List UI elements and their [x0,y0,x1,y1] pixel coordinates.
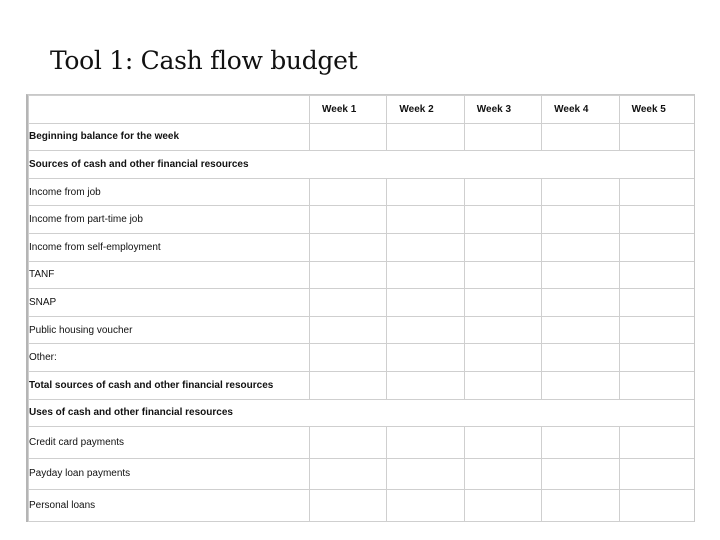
week-3-entry-cell[interactable] [464,344,541,372]
table-header-row [29,96,696,124]
row-label-cell: Total sources of cash and other financial resources [29,371,310,399]
week-3-entry-cell[interactable] [464,206,541,234]
table-row [29,151,696,179]
week-5-entry-cell[interactable] [619,206,695,234]
week-2-entry-cell[interactable] [387,316,464,344]
table-body [29,123,696,521]
table-row [29,490,696,522]
table-row [29,427,696,459]
row-label-cell: Income from part-time job [29,206,310,234]
week-1-entry-cell[interactable] [310,178,387,206]
week-2-entry-cell[interactable] [387,490,464,522]
row-label-cell: Beginning balance for the week [29,123,310,151]
row-label-cell: SNAP [29,289,310,317]
week-4-entry-cell[interactable] [542,123,619,151]
row-label-cell: Income from self-employment [29,233,310,261]
week-4-entry-cell[interactable] [542,289,619,317]
cash-flow-table-container [26,94,695,522]
week-4-entry-cell[interactable] [542,261,619,289]
week-4-entry-cell[interactable] [542,371,619,399]
week-5-entry-cell[interactable] [619,289,695,317]
week-5-entry-cell[interactable] [619,371,695,399]
week-4-entry-cell[interactable] [542,427,619,459]
week-2-entry-cell[interactable] [387,178,464,206]
table-row [29,233,696,261]
week-3-entry-cell[interactable] [464,316,541,344]
week-4-entry-cell[interactable] [542,490,619,522]
table-row [29,123,696,151]
header-week-3: Week 3 [464,96,541,124]
table-row [29,371,696,399]
week-1-entry-cell[interactable] [310,344,387,372]
week-1-entry-cell[interactable] [310,371,387,399]
cash-flow-budget-table [28,95,695,522]
row-label-cell: Personal loans [29,490,310,522]
row-label-cell: Income from job [29,178,310,206]
week-1-entry-cell[interactable] [310,458,387,490]
week-3-entry-cell[interactable] [464,123,541,151]
week-3-entry-cell[interactable] [464,261,541,289]
week-1-entry-cell[interactable] [310,490,387,522]
week-5-entry-cell[interactable] [619,261,695,289]
table-row [29,458,696,490]
week-3-entry-cell[interactable] [464,427,541,459]
week-2-entry-cell[interactable] [387,344,464,372]
week-3-entry-cell[interactable] [464,458,541,490]
row-label-cell: Payday loan payments [29,458,310,490]
week-1-entry-cell[interactable] [310,233,387,261]
week-5-entry-cell[interactable] [619,490,695,522]
week-1-entry-cell[interactable] [310,123,387,151]
week-5-entry-cell[interactable] [619,427,695,459]
week-2-entry-cell[interactable] [387,458,464,490]
week-5-entry-cell[interactable] [619,233,695,261]
week-2-entry-cell[interactable] [387,206,464,234]
section-header-cell: Uses of cash and other financial resources [29,399,696,427]
week-2-entry-cell[interactable] [387,233,464,261]
week-1-entry-cell[interactable] [310,289,387,317]
header-week-1: Week 1 [310,96,387,124]
table-row [29,399,696,427]
table-row [29,178,696,206]
table-row [29,206,696,234]
week-5-entry-cell[interactable] [619,458,695,490]
header-week-4: Week 4 [542,96,619,124]
row-label-cell: TANF [29,261,310,289]
week-5-entry-cell[interactable] [619,316,695,344]
week-2-entry-cell[interactable] [387,427,464,459]
week-4-entry-cell[interactable] [542,178,619,206]
week-1-entry-cell[interactable] [310,261,387,289]
week-3-entry-cell[interactable] [464,490,541,522]
table-row [29,316,696,344]
week-4-entry-cell[interactable] [542,206,619,234]
row-label-cell: Public housing voucher [29,316,310,344]
week-1-entry-cell[interactable] [310,316,387,344]
table-row [29,289,696,317]
table-row [29,261,696,289]
week-1-entry-cell[interactable] [310,427,387,459]
week-3-entry-cell[interactable] [464,178,541,206]
week-3-entry-cell[interactable] [464,289,541,317]
week-5-entry-cell[interactable] [619,178,695,206]
week-4-entry-cell[interactable] [542,344,619,372]
row-label-cell: Credit card payments [29,427,310,459]
week-4-entry-cell[interactable] [542,458,619,490]
row-label-cell: Other: [29,344,310,372]
table-row [29,344,696,372]
week-3-entry-cell[interactable] [464,233,541,261]
week-2-entry-cell[interactable] [387,123,464,151]
week-5-entry-cell[interactable] [619,123,695,151]
page-title: Tool 1: Cash flow budget [50,46,358,75]
week-2-entry-cell[interactable] [387,289,464,317]
header-label-cell [29,96,310,124]
header-week-5: Week 5 [619,96,695,124]
week-2-entry-cell[interactable] [387,261,464,289]
week-2-entry-cell[interactable] [387,371,464,399]
header-week-2: Week 2 [387,96,464,124]
section-header-cell: Sources of cash and other financial resources [29,151,696,179]
week-4-entry-cell[interactable] [542,316,619,344]
week-3-entry-cell[interactable] [464,371,541,399]
week-1-entry-cell[interactable] [310,206,387,234]
week-5-entry-cell[interactable] [619,344,695,372]
week-4-entry-cell[interactable] [542,233,619,261]
